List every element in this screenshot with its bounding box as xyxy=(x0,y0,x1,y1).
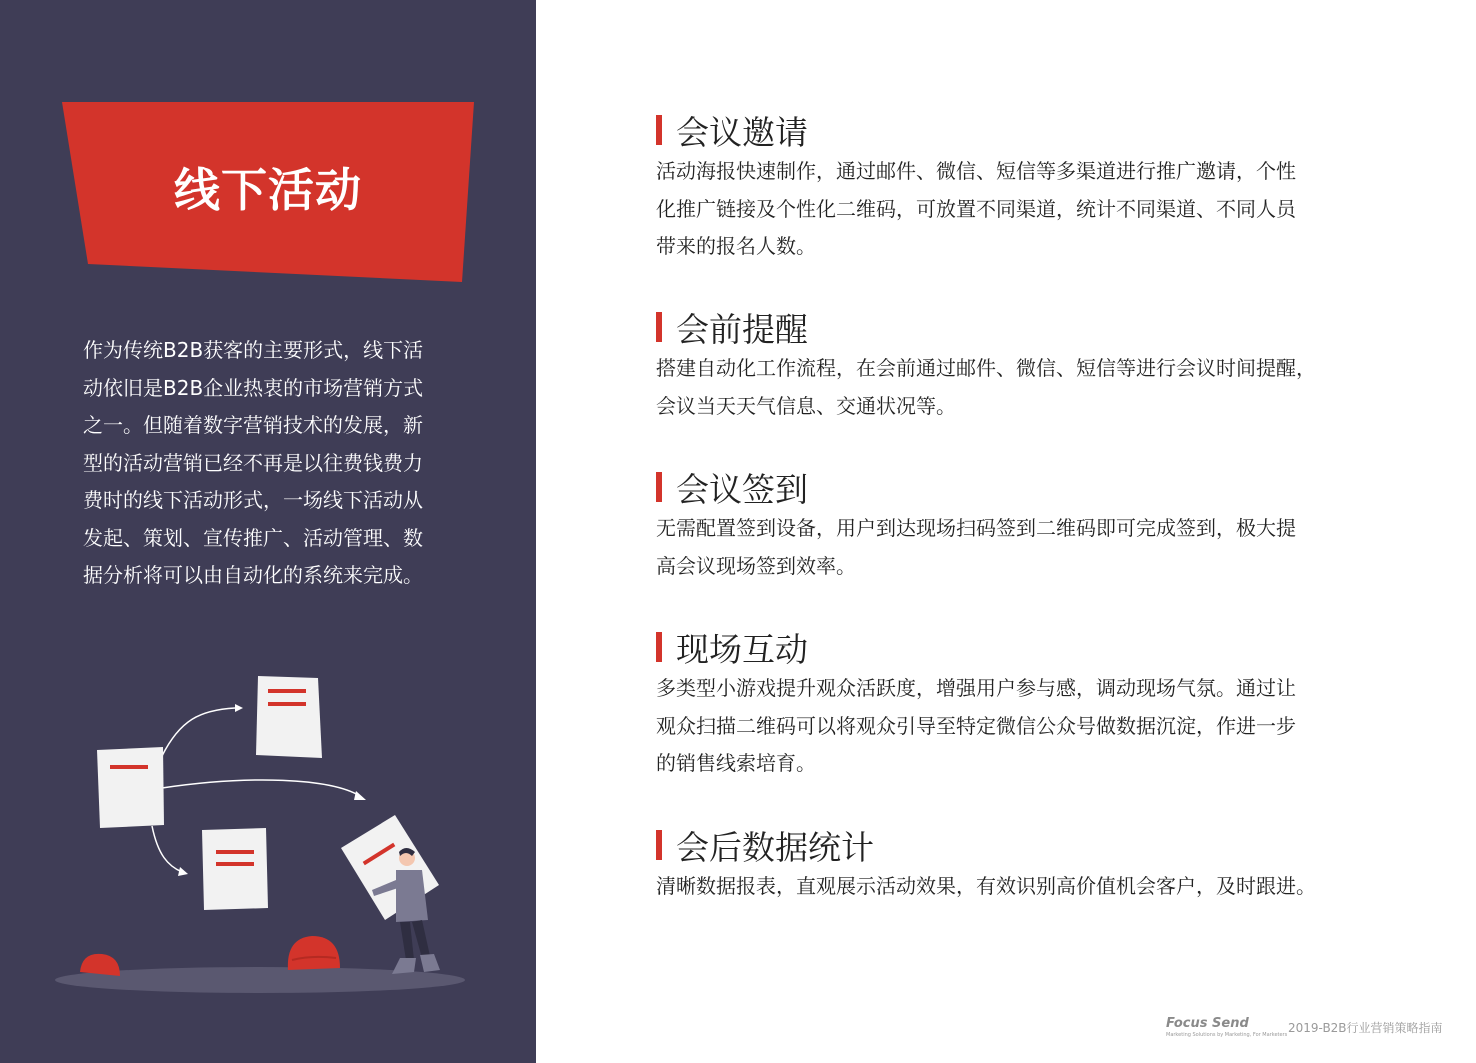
heading-accent-bar xyxy=(656,830,662,860)
body-line: 的销售线索培育。 xyxy=(656,751,816,775)
body-line: 活动海报快速制作，通过邮件、微信、短信等多渠道进行推广邀请，个性 xyxy=(656,159,1296,183)
arrow-head xyxy=(235,704,243,712)
body-line: 无需配置签到设备，用户到达现场扫码签到二维码即可完成签到，极大提 xyxy=(656,516,1296,540)
paper-card xyxy=(97,747,164,828)
intro-line: 型的活动营销已经不再是以往费钱费力 xyxy=(83,450,423,475)
section-heading: 会前提醒 xyxy=(676,309,808,349)
section-heading: 会议签到 xyxy=(676,469,808,509)
section-body xyxy=(656,670,1346,783)
section-statistics xyxy=(656,825,1356,906)
arrow-head xyxy=(178,867,188,876)
section-checkin xyxy=(656,467,1356,585)
body-line: 搭建自动化工作流程，在会前通过邮件、微信、短信等进行会议时间提醒， xyxy=(656,356,1316,380)
intro-line: 据分析将可以由自动化的系统来完成。 xyxy=(83,563,423,587)
arrow-line xyxy=(162,780,360,796)
section-heading: 会后数据统计 xyxy=(676,827,874,867)
body-line: 清晰数据报表，直观展示活动效果，有效识别高价值机会客户，及时跟进。 xyxy=(656,874,1316,898)
section-heading: 会议邀请 xyxy=(676,112,808,152)
heading-accent-bar xyxy=(656,115,662,145)
section-body xyxy=(656,510,1346,585)
section-interaction xyxy=(656,627,1356,783)
title-banner xyxy=(62,102,474,282)
section-body xyxy=(656,350,1346,425)
heading-accent-bar xyxy=(656,632,662,662)
heading-accent-bar xyxy=(656,312,662,342)
red-stone xyxy=(80,954,120,976)
body-line: 化推广链接及个性化二维码，可放置不同渠道，统计不同渠道、不同人员 xyxy=(656,196,1296,221)
arrow-head xyxy=(354,791,366,800)
heading-accent-bar xyxy=(656,472,662,502)
body-line: 观众扫描二维码可以将观众引导至特定微信公众号做数据沉淀，作进一步 xyxy=(656,713,1296,738)
body-line: 会议当天天气信息、交通状况等。 xyxy=(656,393,956,418)
body-line: 带来的报名人数。 xyxy=(656,234,816,258)
intro-line: 动依旧是B2B企业热衷的市场营销方式 xyxy=(83,375,424,400)
body-line: 多类型小游戏提升观众活跃度，增强用户参与感，调动现场气氛。通过让 xyxy=(656,676,1296,700)
intro-paragraph xyxy=(83,332,455,595)
section-invitation xyxy=(656,110,1356,266)
page-title: 线下活动 xyxy=(174,163,362,217)
body-line: 高会议现场签到效率。 xyxy=(656,553,856,578)
intro-line: 发起、策划、宣传推广、活动管理、数 xyxy=(83,525,423,550)
section-reminder xyxy=(656,307,1356,425)
event-illustration xyxy=(50,670,480,1010)
arrow-line xyxy=(152,826,182,872)
brand-tagline: Marketing Solutions by Marketing, For Marketers xyxy=(1166,1032,1288,1038)
brand-name: Focus Send xyxy=(1166,1016,1249,1031)
left-panel xyxy=(0,0,536,1063)
section-heading: 现场互动 xyxy=(676,629,808,669)
arrow-line xyxy=(162,708,235,756)
paper-card xyxy=(256,676,322,758)
section-body xyxy=(656,153,1346,266)
footer-caption: 2019-B2B行业营销策略指南 xyxy=(1288,1021,1443,1035)
red-stone xyxy=(288,936,340,970)
section-body xyxy=(656,868,1346,906)
intro-line: 费时的线下活动形式，一场线下活动从 xyxy=(83,488,423,512)
intro-line: 之一。但随着数字营销技术的发展，新 xyxy=(83,413,423,437)
paper-card xyxy=(202,828,268,910)
brand-logo xyxy=(1166,1016,1288,1046)
intro-line: 作为传统B2B获客的主要形式，线下活 xyxy=(83,338,424,362)
